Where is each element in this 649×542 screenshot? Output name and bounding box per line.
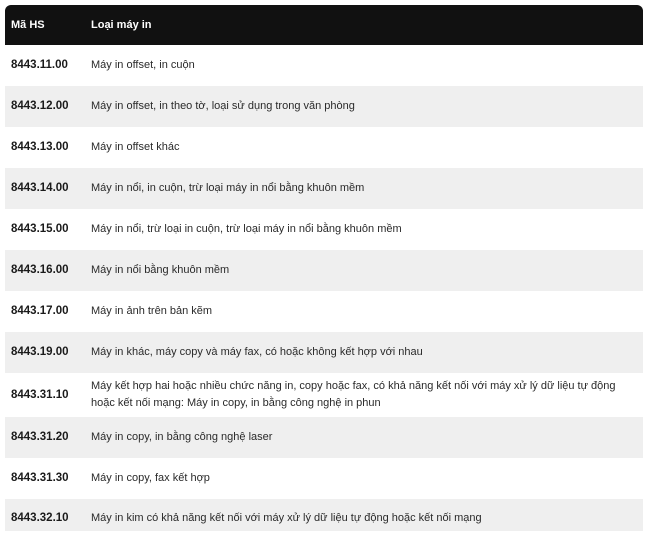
- hs-code-table-container: [5, 5, 643, 531]
- printer-type-cell: Máy in nổi, in cuộn, trừ loại máy in nổi bằng khuôn mềm: [85, 168, 643, 209]
- hs-code-cell: 8443.31.30: [5, 458, 85, 499]
- table-row: [5, 373, 643, 417]
- printer-type-cell: Máy in nổi, trừ loại in cuộn, trừ loại máy in nổi bằng khuôn mềm: [85, 209, 643, 250]
- printer-type-cell: Máy in offset khác: [85, 127, 643, 168]
- table-row: [5, 417, 643, 458]
- table-row: [5, 332, 643, 373]
- printer-type-cell: Máy in copy, fax kết hợp: [85, 458, 643, 499]
- table-row: [5, 250, 643, 291]
- printer-type-cell: Máy in khác, máy copy và máy fax, có hoặc không kết hợp với nhau: [85, 332, 643, 373]
- table-header-row: [5, 5, 643, 45]
- hs-code-cell: 8443.17.00: [5, 291, 85, 332]
- hs-code-cell: 8443.15.00: [5, 209, 85, 250]
- hs-code-table: [5, 5, 643, 531]
- table-row: [5, 209, 643, 250]
- header-printer-type: Loại máy in: [85, 5, 643, 45]
- hs-code-cell: 8443.13.00: [5, 127, 85, 168]
- table-row: [5, 127, 643, 168]
- table-row: [5, 168, 643, 209]
- printer-type-cell: Máy in copy, in bằng công nghệ laser: [85, 417, 643, 458]
- hs-code-cell: 8443.12.00: [5, 86, 85, 127]
- header-hs-code: Mã HS: [5, 5, 85, 45]
- table-row: [5, 86, 643, 127]
- printer-type-cell: Máy kết hợp hai hoặc nhiều chức năng in, copy hoặc fax, có khả năng kết nối với máy xử lý dữ liệu tự động hoặc kết nối mạng: Máy in copy, in bằng công nghệ in phun: [85, 373, 643, 417]
- printer-type-cell: Máy in kim có khả năng kết nối với máy xử lý dữ liệu tự động hoặc kết nối mạng: [85, 499, 643, 531]
- hs-code-cell: 8443.14.00: [5, 168, 85, 209]
- table-row: [5, 499, 643, 531]
- hs-code-cell: 8443.31.20: [5, 417, 85, 458]
- hs-code-cell: 8443.32.10: [5, 499, 85, 531]
- printer-type-cell: Máy in offset, in theo tờ, loại sử dụng trong văn phòng: [85, 86, 643, 127]
- printer-type-cell: Máy in ảnh trên bản kẽm: [85, 291, 643, 332]
- printer-type-cell: Máy in offset, in cuộn: [85, 45, 643, 86]
- hs-code-cell: 8443.19.00: [5, 332, 85, 373]
- table-row: [5, 291, 643, 332]
- table-row: [5, 458, 643, 499]
- hs-code-cell: 8443.11.00: [5, 45, 85, 86]
- hs-code-cell: 8443.31.10: [5, 373, 85, 417]
- hs-code-cell: 8443.16.00: [5, 250, 85, 291]
- table-row: [5, 45, 643, 86]
- printer-type-cell: Máy in nổi bằng khuôn mềm: [85, 250, 643, 291]
